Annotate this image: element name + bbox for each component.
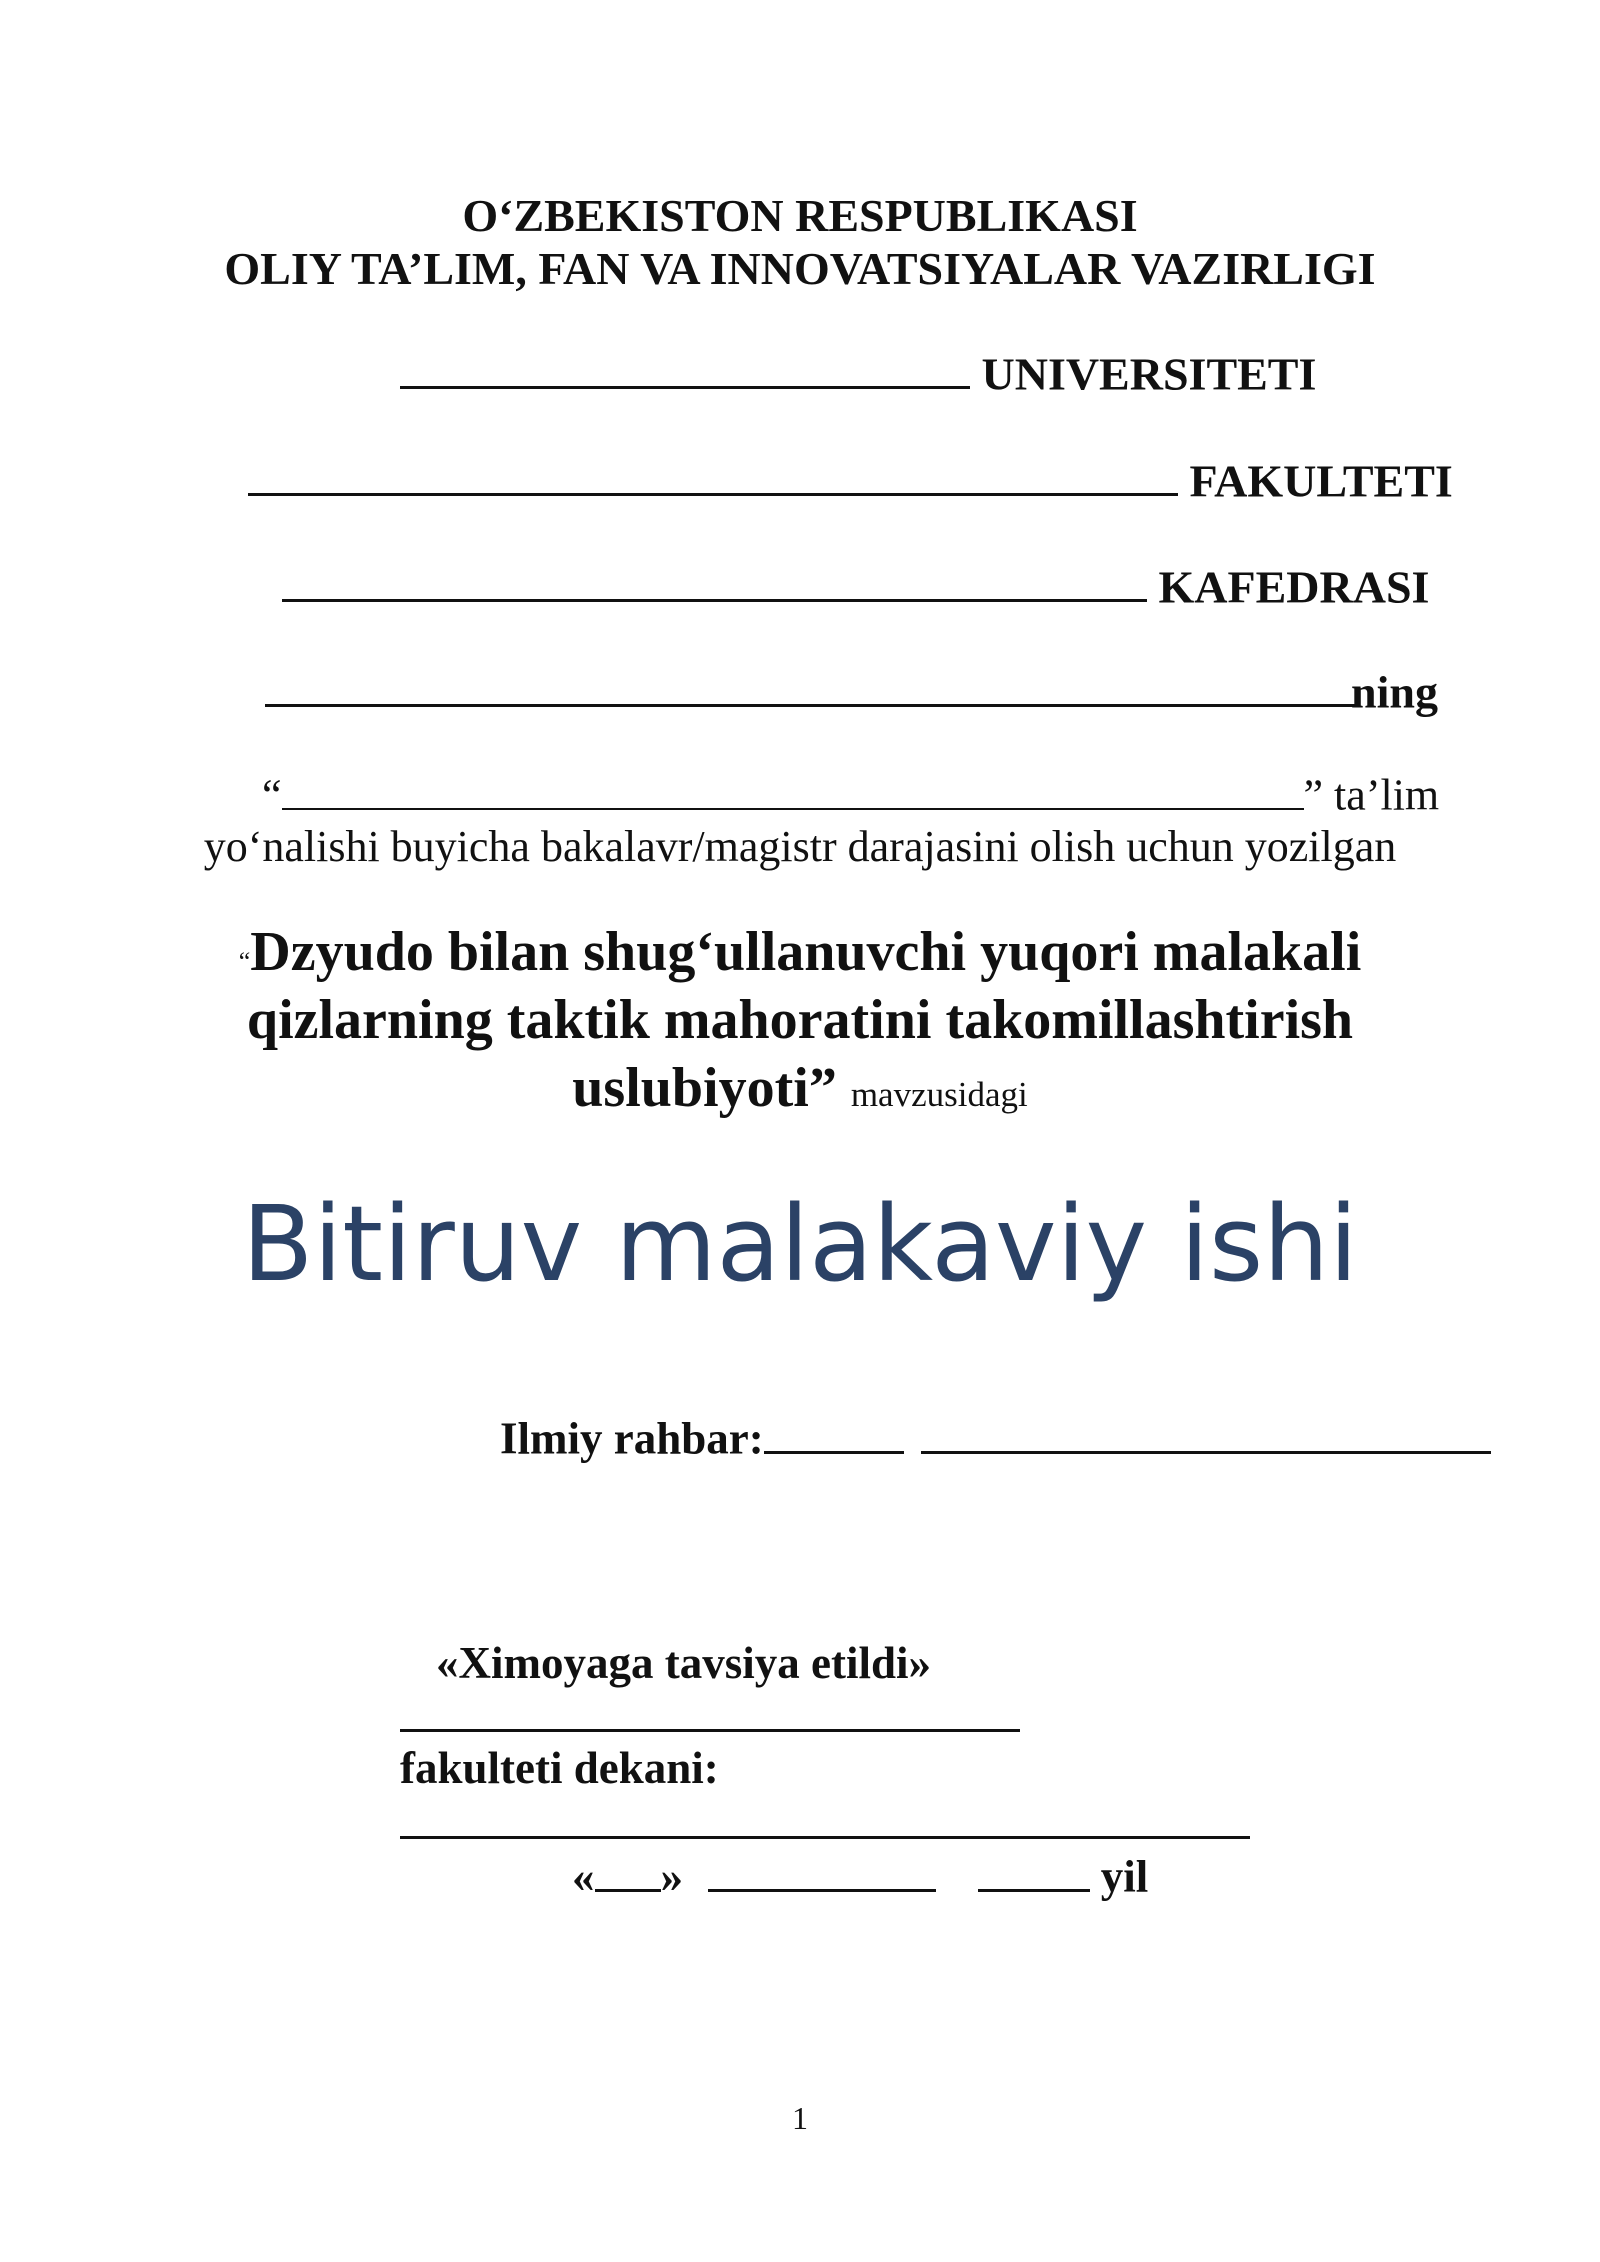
year-label: yil bbox=[1100, 1851, 1149, 1902]
student-suffix: ning bbox=[1351, 666, 1438, 718]
degree-purpose: yo‘nalishi buyicha bakalavr/magistr darajasini olish uchun yozilgan bbox=[203, 822, 1397, 871]
dean-name-blank bbox=[400, 1795, 1250, 1839]
direction-blank bbox=[282, 768, 1304, 810]
faculty-blank bbox=[248, 452, 1178, 496]
date-open: « bbox=[572, 1851, 595, 1902]
department-line bbox=[282, 558, 1452, 614]
date-line bbox=[572, 1848, 1148, 1903]
direction-line bbox=[262, 768, 1462, 821]
topic-suffix: mavzusidagi bbox=[850, 1075, 1028, 1114]
faculty-name-line bbox=[400, 1688, 1020, 1743]
date-month-blank bbox=[708, 1848, 936, 1892]
supervisor-line bbox=[500, 1410, 1491, 1465]
supervisor-label: Ilmiy rahbar: bbox=[500, 1413, 764, 1464]
direction-close: ” ta’lim bbox=[1303, 770, 1440, 820]
date-day-blank bbox=[595, 1848, 661, 1892]
recommendation-text: «Ximoyaga tavsiya etildi» bbox=[436, 1638, 931, 1688]
dean-name-line bbox=[400, 1795, 1250, 1850]
university-blank bbox=[400, 345, 970, 389]
topic-line-3 bbox=[0, 1056, 1600, 1120]
page-number: 1 bbox=[792, 2100, 808, 2136]
faculty-label: FAKULTETI bbox=[1189, 455, 1453, 507]
topic-line-2: qizlarning taktik mahoratini takomillashtirish bbox=[246, 989, 1354, 1051]
supervisor-blank-short bbox=[764, 1410, 904, 1454]
topic-text-3: uslubiyoti” bbox=[572, 1057, 837, 1119]
faculty-name-blank bbox=[400, 1688, 1020, 1732]
header-country: O‘ZBEKISTON RESPUBLIKASI bbox=[462, 190, 1138, 241]
topic-open-quote: “ bbox=[238, 947, 251, 976]
student-blank bbox=[265, 663, 1357, 707]
topic-line-1 bbox=[0, 920, 1600, 984]
faculty-line bbox=[248, 452, 1468, 508]
date-year-blank bbox=[978, 1848, 1090, 1892]
header-ministry: OLIY TA’LIM, FAN VA INNOVATSIYALAR VAZIRLIGI bbox=[224, 243, 1376, 294]
supervisor-blank-long bbox=[921, 1410, 1491, 1454]
university-line bbox=[400, 345, 1320, 401]
topic-text-1: Dzyudo bilan shug‘ullanuvchi yuqori malakali bbox=[250, 921, 1362, 983]
document-title: Bitiruv malakaviy ishi bbox=[242, 1183, 1358, 1305]
date-close: » bbox=[660, 1851, 683, 1902]
department-label: KAFEDRASI bbox=[1158, 561, 1430, 613]
university-label: UNIVERSITETI bbox=[981, 348, 1317, 400]
department-blank bbox=[282, 558, 1147, 602]
direction-open-quote: “ bbox=[262, 770, 282, 820]
student-line bbox=[265, 663, 1465, 719]
dean-label: fakulteti dekani: bbox=[400, 1743, 719, 1793]
